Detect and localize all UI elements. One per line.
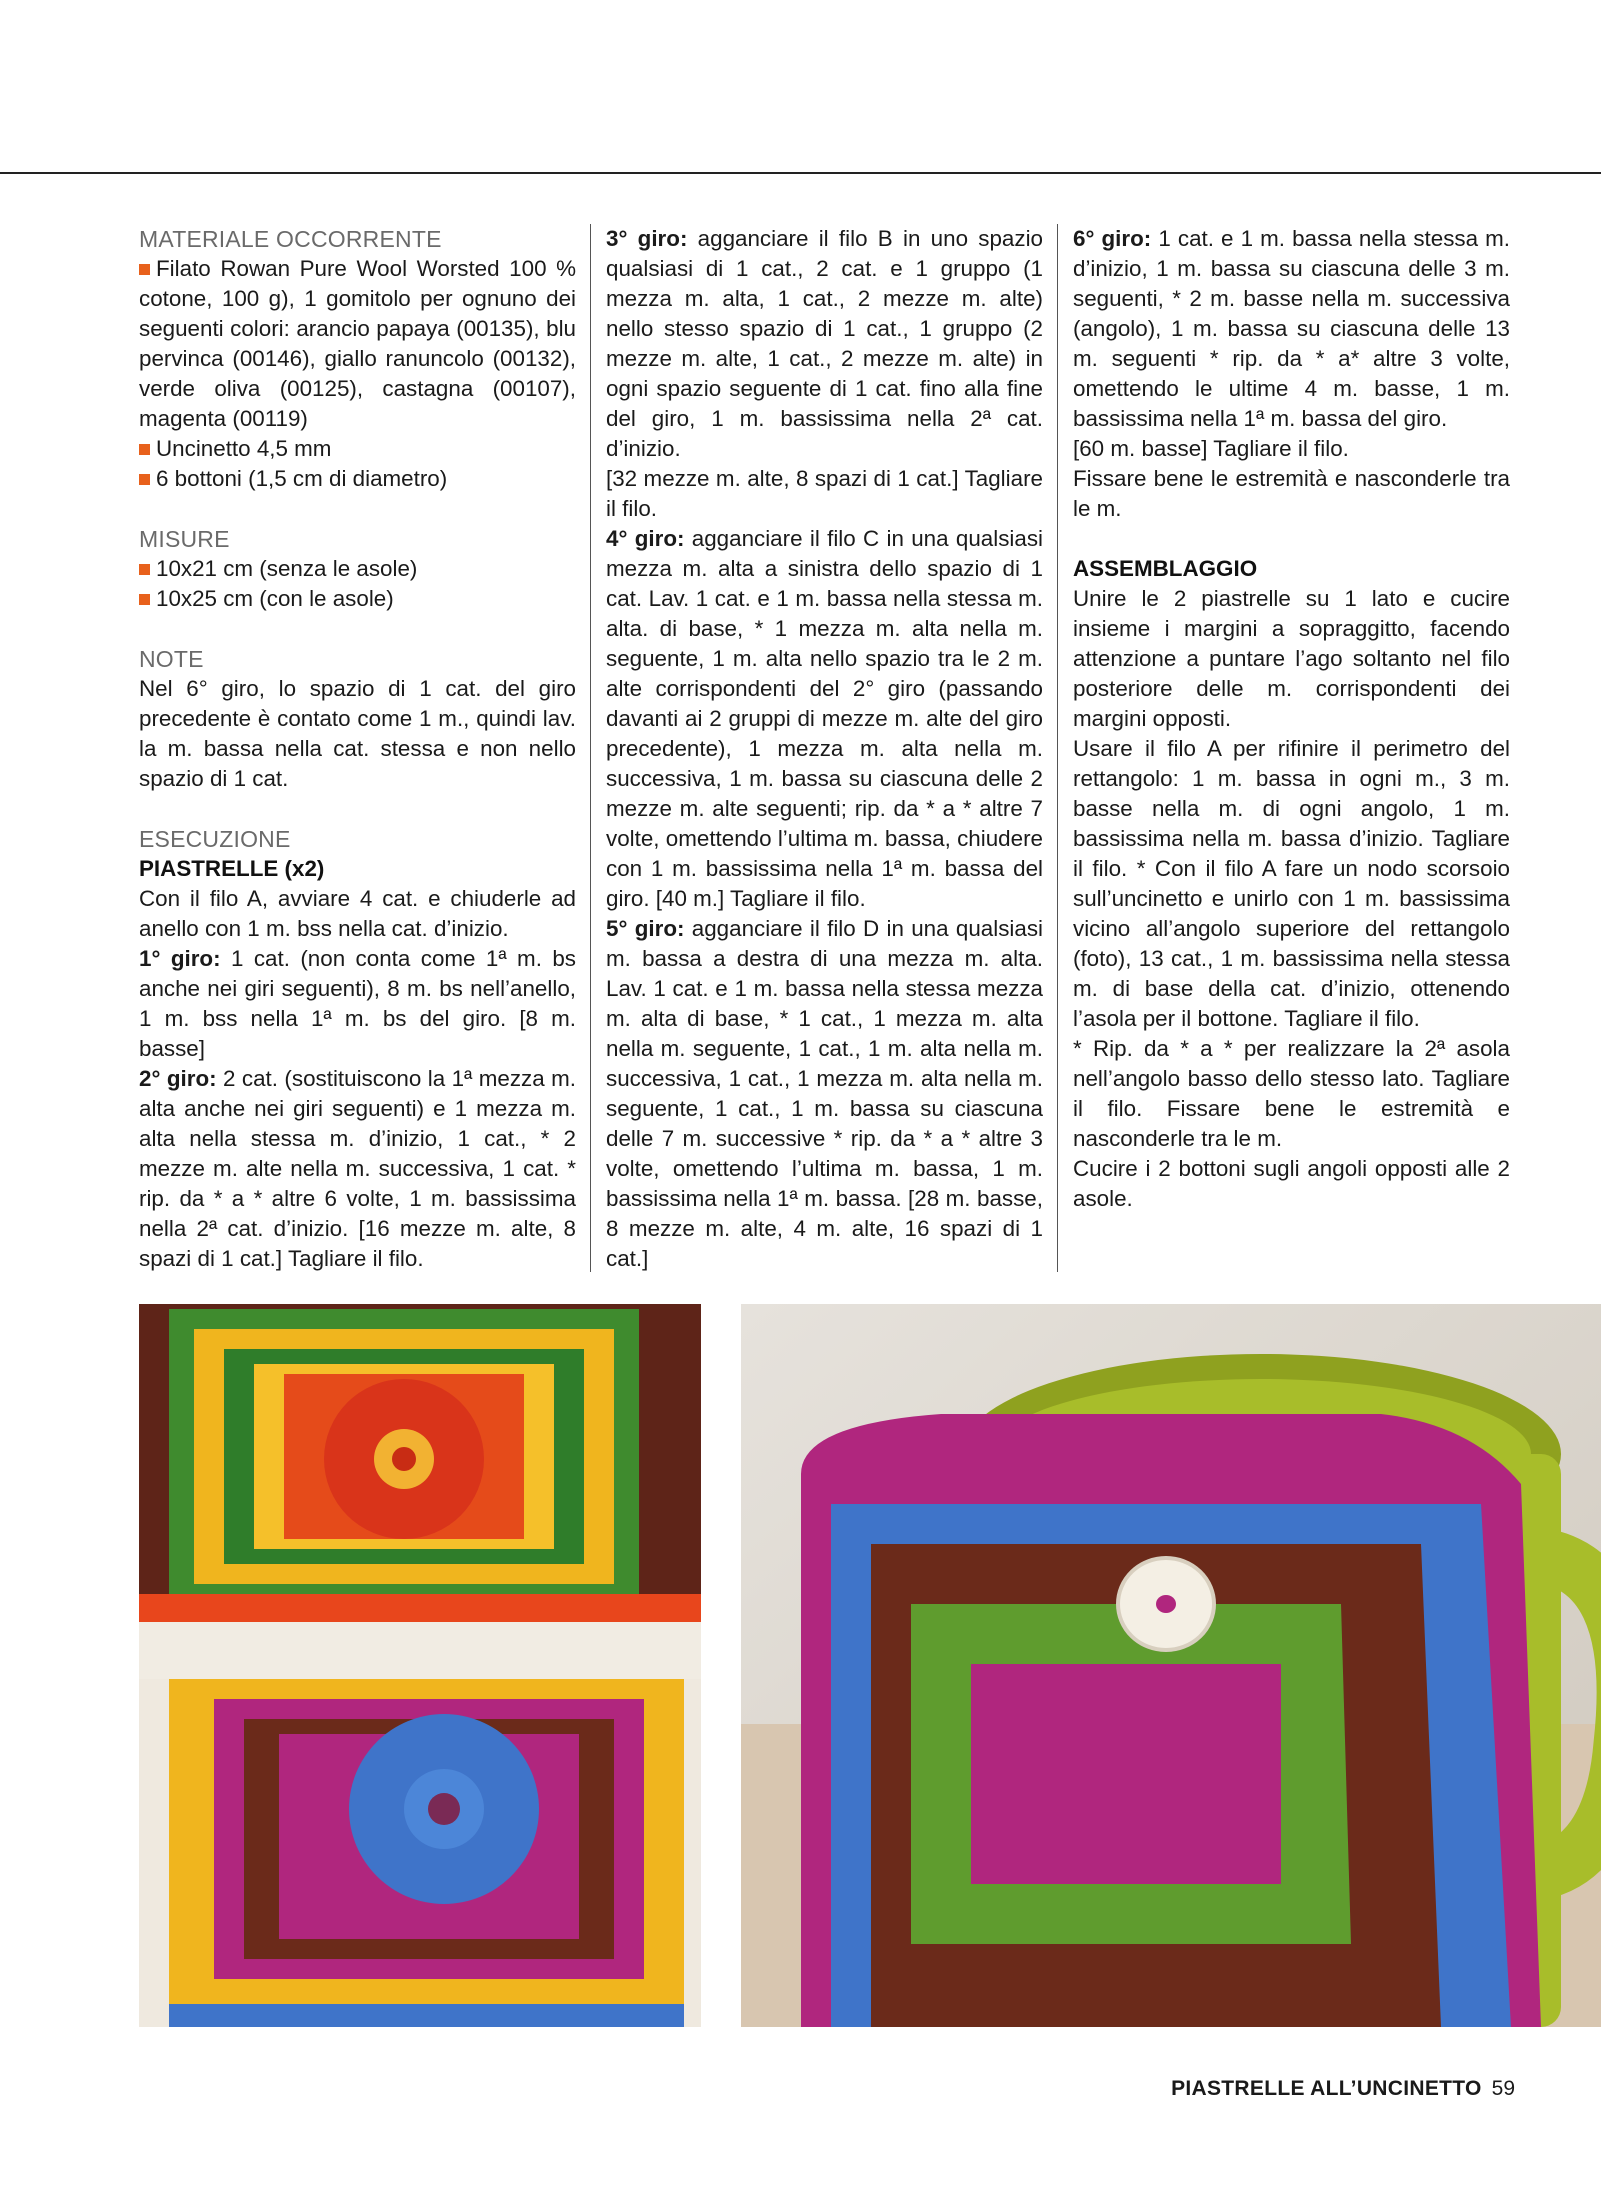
column-1	[139, 224, 576, 1274]
crochet-square-orange-illustration	[139, 1304, 701, 1682]
round-paragraph: 2° giro: 2 cat. (sostituiscono la 1ª mezza m. alta anche nei giri seguenti) e 1 mezza m. alta nella stessa m. d’inizio, 1 cat., * 2 mezze m. alte nella m. successiva, 1 cat. * rip. da * a * altre 6 volte, 1 m. bassissima nella 2ª cat. d’inizio. [16 mezze m. alte, 8 spazi di 1 cat.] Tagliare il filo.	[139, 1066, 577, 1271]
bullet-icon	[139, 564, 150, 575]
round-paragraph: 5° giro: agganciare il filo D in una qualsiasi m. bassa a destra di una mezza m. alta. Lav. 1 cat. e 1 m. bassa nella stessa mezza m. alta di base, * 1 cat., 1 mezza m. alta nella m. seguente, 1 cat., 1 m. alta nella m. successiva, 1 cat., 1 mezza m. alta nella m. seguente, 1 cat., 1 m. bassa su ciascuna delle 7 m. successive * rip. da * a * altre 3 volte, omettendo l’ultima m. bassa, 1 m. bassissima nella 1ª m. bassa. [28 m. basse, 8 mezze m. alte, 4 m. alte, 16 spazi di 1 cat.]	[606, 916, 1043, 1271]
crochet-square-blue-illustration	[139, 1679, 701, 2027]
assembly-paragraph: * Rip. da * a * per realizzare la 2ª asola nell’angolo basso dello stesso lato. Tagliare il filo. Fissare bene le estremità e nasconderle tra le m.	[1073, 1036, 1510, 1151]
running-title: PIASTRELLE ALL’UNCINETTO	[1171, 2077, 1482, 2100]
round-paragraph: 4° giro: agganciare il filo C in una qualsiasi mezza m. alta a sinistra dello spazio di 1 cat. Lav. 1 cat. e 1 m. bassa nella stessa m. alta. di base, * 1 mezza m. alta nella m. seguente, 1 m. alta nello spazio tra le 2 m. alte corrispondenti del 2° giro (passando davanti ai 2 gruppi di mezze m. alte del giro precedente), 1 mezza m. alta nella m. successiva, 1 m. bassa su ciascuna delle 2 mezze m. alte seguenti; rip. da * a * altre 7 volte, omettendo l’ultima m. bassa, chiudere con 1 m. bassissima nella 1ª m. bassa del giro. [40 m.] Tagliare il filo.	[606, 526, 1043, 911]
mug-cozy-illustration	[741, 1304, 1601, 2027]
notes-text: Nel 6° giro, lo spazio di 1 cat. del giro precedente è contato come 1 m., quindi lav. la m. bassa nella cat. stessa e non nello spazio di 1 cat.	[139, 676, 576, 791]
round-paragraph: [32 mezze m. alte, 8 spazi di 1 cat.] Tagliare il filo.	[606, 466, 1043, 521]
materials-item: Uncinetto 4,5 mm	[139, 434, 576, 464]
round-paragraph: Fissare bene le estremità e nasconderle tra le m.	[1073, 466, 1510, 521]
assembly-paragraph: Usare il filo A per rifinire il perimetro del rettangolo: 1 m. bassa in ogni m., 3 m. basse nella m. di ogni angolo, 1 m. bassissima nella m. bassa d’inizio. Tagliare il filo. * Con il filo A fare un nodo scorsoio sull’uncinetto e unirlo con 1 m. bassissima vicino all’angolo superiore del rettangolo (foto), 13 cat., 1 m. bassissima nella stessa m. di base della cat. d’inizio, ottenendo l’asola per il bottone. Tagliare il filo.	[1073, 736, 1510, 1031]
photo-orange-square	[139, 1304, 701, 1682]
bullet-icon	[139, 474, 150, 485]
photo-mug-cozy	[741, 1304, 1601, 2027]
round-paragraph: 3° giro: agganciare il filo B in uno spazio qualsiasi di 1 cat., 2 cat. e 1 gruppo (1 mezza m. alta, 1 cat., 2 mezze m. alte) nello stesso spazio di 1 cat., 1 gruppo (2 mezze m. alte, 1 cat., 2 mezze m. alte) in ogni spazio seguente di 1 cat. fino alla fine del giro, 1 m. bassissima nella 2ª cat. d’inizio.	[606, 226, 1043, 461]
round-paragraph: 6° giro: 1 cat. e 1 m. bassa nella stessa m. d’inizio, 1 m. bassa su ciascuna delle 3 m. seguenti, * 2 m. basse nella m. successiva (angolo), 1 m. bassa su ciascuna delle 13 m. seguenti * rip. da * a* altre 3 volte, omettendo le ultime 4 m. basse, 1 m. bassissima nella 1ª m. bassa del giro.	[1073, 226, 1511, 431]
sizes-heading: MISURE	[139, 526, 230, 552]
column-divider	[590, 224, 591, 1272]
bullet-icon	[139, 594, 150, 605]
bullet-icon	[139, 264, 150, 275]
page-footer	[1171, 2077, 1515, 2101]
sizes-item: 10x25 cm (con le asole)	[139, 584, 576, 614]
materials-heading: MATERIALE OCCORRENTE	[139, 226, 442, 252]
materials-item: Filato Rowan Pure Wool Worsted 100 % cotone, 100 g), 1 gomitolo per ognuno dei seguenti colori: arancio papaya (00135), blu pervinca (00146), giallo ranuncolo (00132), verde oliva (00125), castagna (00107), magenta (00119)	[139, 256, 576, 431]
column-divider	[1057, 224, 1058, 1272]
assembly-heading: ASSEMBLAGGIO	[1073, 556, 1258, 581]
column-3	[1073, 224, 1510, 1214]
execution-subheading: PIASTRELLE (x2)	[139, 856, 325, 881]
column-2	[606, 224, 1043, 1274]
assembly-paragraph: Unire le 2 piastrelle su 1 lato e cucire insieme i margini a sopraggitto, facendo attenzione a puntare l’ago soltanto nel filo posteriore delle m. corrispondenti dei margini opposti.	[1073, 586, 1510, 731]
round-paragraph: [60 m. basse] Tagliare il filo.	[1073, 436, 1349, 461]
top-rule	[0, 172, 1601, 174]
assembly-paragraph: Cucire i 2 bottoni sugli angoli opposti alle 2 asole.	[1073, 1156, 1510, 1211]
materials-item: 6 bottoni (1,5 cm di diametro)	[139, 464, 576, 494]
notes-heading: NOTE	[139, 646, 204, 672]
execution-heading: ESECUZIONE	[139, 826, 291, 852]
execution-intro: Con il filo A, avviare 4 cat. e chiuderle ad anello con 1 m. bss nella cat. d’inizio.	[139, 886, 576, 941]
sizes-item: 10x21 cm (senza le asole)	[139, 554, 576, 584]
round-paragraph: 1° giro: 1 cat. (non conta come 1ª m. bs anche nei giri seguenti), 8 m. bs nell’anello, 1 m. bss nella 1ª m. bs del giro. [8 m. basse]	[139, 946, 576, 1061]
bullet-icon	[139, 444, 150, 455]
page-number: 59	[1491, 2077, 1515, 2100]
photo-blue-square	[139, 1679, 701, 2027]
